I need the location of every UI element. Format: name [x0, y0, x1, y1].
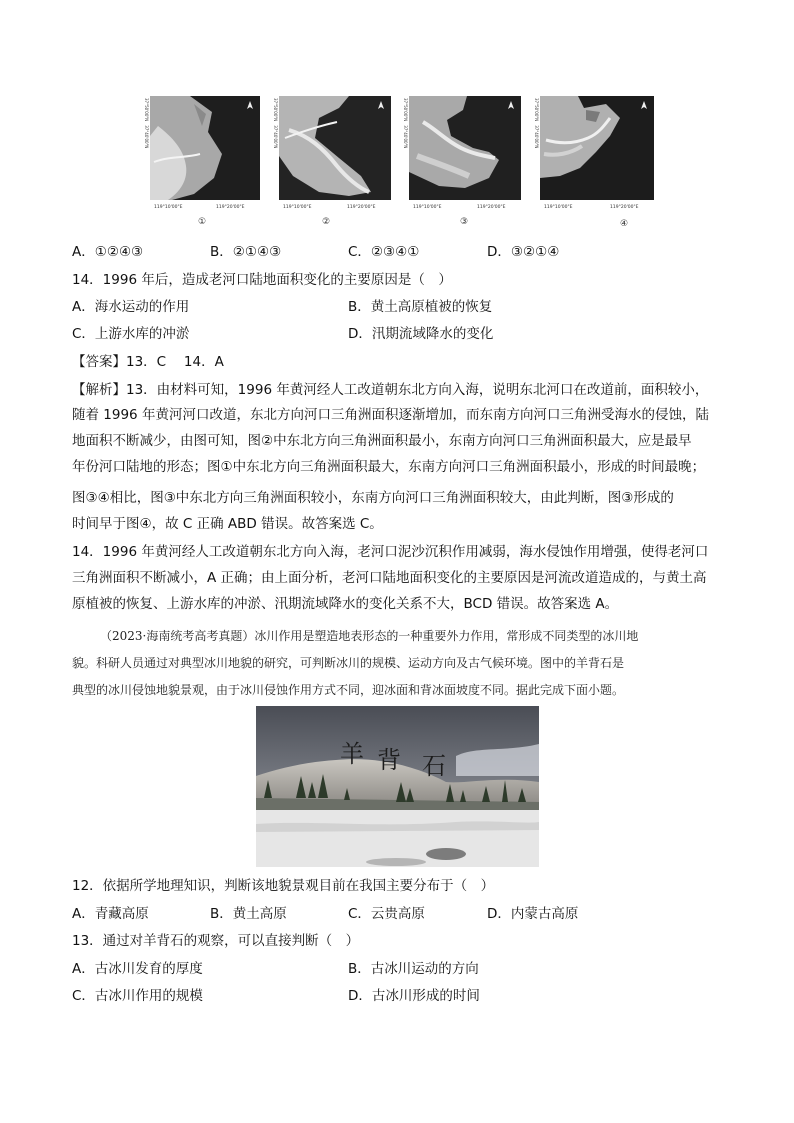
- longitude-label-right: 119°20'00"E: [347, 205, 376, 210]
- longitude-label-left: 119°10'00"E: [283, 205, 312, 210]
- latitude-labels: 37°50'00"N 37°40'00"N: [403, 98, 408, 149]
- q12-option-a[interactable]: A．青藏高原: [72, 906, 149, 922]
- analysis-line: 年份河口陆地的形态；图①中东北方向三角洲面积最大，东南方向河口三角洲面积最小，形成的时间最晚；: [72, 459, 706, 475]
- satellite-panel-4: [530, 96, 658, 208]
- analysis-line: 三角洲面积不断减小，A 正确；由上面分析，老河口陆地面积变化的主要原因是河流改道造成的，与黄土高: [72, 570, 707, 586]
- q13-option-b[interactable]: B．②①④③: [210, 244, 282, 260]
- satellite-panel-1: [140, 96, 264, 208]
- photo-label-char: 羊: [340, 740, 364, 768]
- q12-option-d[interactable]: D．内蒙古高原: [487, 906, 579, 922]
- intro-line: （2023·海南统考高考真题）冰川作用是塑造地表形态的一种重要外力作用，常形成不同类型的冰川地: [100, 629, 639, 643]
- q12-option-b[interactable]: B．黄土高原: [210, 906, 287, 922]
- satellite-image-4: [540, 96, 654, 200]
- latitude-labels: 37°50'00"N 37°40'00"N: [144, 98, 149, 149]
- q13b-option-b[interactable]: B．古冰川运动的方向: [348, 961, 479, 977]
- satellite-panel-2: [269, 96, 395, 208]
- satellite-panel-3: [399, 96, 525, 208]
- photo-label-char: 石: [422, 752, 446, 780]
- q12-stem: 12．依据所学地理知识，判断该地貌景观目前在我国主要分布于（ ）: [72, 878, 495, 894]
- q13-option-c[interactable]: C．②③④①: [348, 244, 420, 260]
- q13b-option-a[interactable]: A．古冰川发育的厚度: [72, 961, 203, 977]
- q14-option-a[interactable]: A．海水运动的作用: [72, 299, 190, 315]
- longitude-label-left: 119°10'00"E: [413, 205, 442, 210]
- latitude-labels: 37°50'00"N 37°40'00"N: [534, 98, 539, 149]
- analysis-line: 时间早于图④，故 C 正确 ABD 错误。故答案选 C。: [72, 516, 383, 532]
- q13b-option-d[interactable]: D．古冰川形成的时间: [348, 988, 480, 1004]
- longitude-label-right: 119°20'00"E: [610, 205, 639, 210]
- q12-option-c[interactable]: C．云贵高原: [348, 906, 425, 922]
- roche-moutonnee-photo: [256, 706, 539, 867]
- longitude-label-right: 119°20'00"E: [477, 205, 506, 210]
- longitude-label-left: 119°10'00"E: [154, 205, 183, 210]
- panel-label-2: ②: [322, 217, 331, 227]
- latitude-labels: 37°50'00"N 37°40'00"N: [273, 98, 278, 149]
- q14-option-d[interactable]: D．汛期流域降水的变化: [348, 326, 494, 342]
- longitude-label-right: 119°20'00"E: [216, 205, 245, 210]
- panel-label-3: ③: [460, 217, 469, 227]
- q14-option-c[interactable]: C．上游水库的冲淤: [72, 326, 190, 342]
- photo-label-char: 背: [377, 746, 401, 774]
- q13-option-d[interactable]: D．③②①④: [487, 244, 560, 260]
- analysis-line: 【解析】13．由材料可知，1996 年黄河经人工改道朝东北方向入海，说明东北河口在改道前，面积较小，: [72, 382, 709, 398]
- longitude-label-left: 119°10'00"E: [544, 205, 573, 210]
- panel-label-4: ④: [620, 219, 629, 229]
- panel-label-1: ①: [198, 217, 207, 227]
- analysis-line: 地面积不断减少，由图可知，图②中东北方向三角洲面积最小，东南方向河口三角洲面积最大，应是最早: [72, 433, 692, 449]
- satellite-image-1: [150, 96, 260, 200]
- analysis-line: 随着 1996 年黄河河口改道，东北方向河口三角洲面积逐渐增加，而东南方向河口三角洲受海水的侵蚀，陆: [72, 407, 709, 423]
- analysis-line: 图③④相比，图③中东北方向三角洲面积较小，东南方向河口三角洲面积较大，由此判断，图③形成的: [72, 490, 674, 506]
- analysis-line: 原植被的恢复、上游水库的冲淤、汛期流域降水的变化关系不大，BCD 错误。故答案选 A。: [72, 596, 619, 612]
- q13-option-a[interactable]: A．①②④③: [72, 244, 144, 260]
- q13b-stem: 13．通过对羊背石的观察，可以直接判断（ ）: [72, 933, 360, 949]
- satellite-image-3: [409, 96, 521, 200]
- q14-option-b[interactable]: B．黄土高原植被的恢复: [348, 299, 493, 315]
- intro-line: 典型的冰川侵蚀地貌景观，由于冰川侵蚀作用方式不同，迎冰面和背冰面坡度不同。据此完成下面小题。: [72, 683, 625, 697]
- satellite-image-2: [279, 96, 391, 200]
- q13b-option-c[interactable]: C．古冰川作用的规模: [72, 988, 203, 1004]
- analysis-line: 14．1996 年黄河经人工改道朝东北方向入海，老河口泥沙沉积作用减弱，海水侵蚀作用增强，使得老河口: [72, 544, 709, 560]
- q14-stem: 14．1996 年后，造成老河口陆地面积变化的主要原因是（ ）: [72, 272, 452, 288]
- intro-line: 貌。科研人员通过对典型冰川地貌的研究，可判断冰川的规模、运动方向及古气候环境。图中的羊背石是: [72, 656, 625, 670]
- answer-line: 【答案】13．C 14．A: [72, 354, 224, 370]
